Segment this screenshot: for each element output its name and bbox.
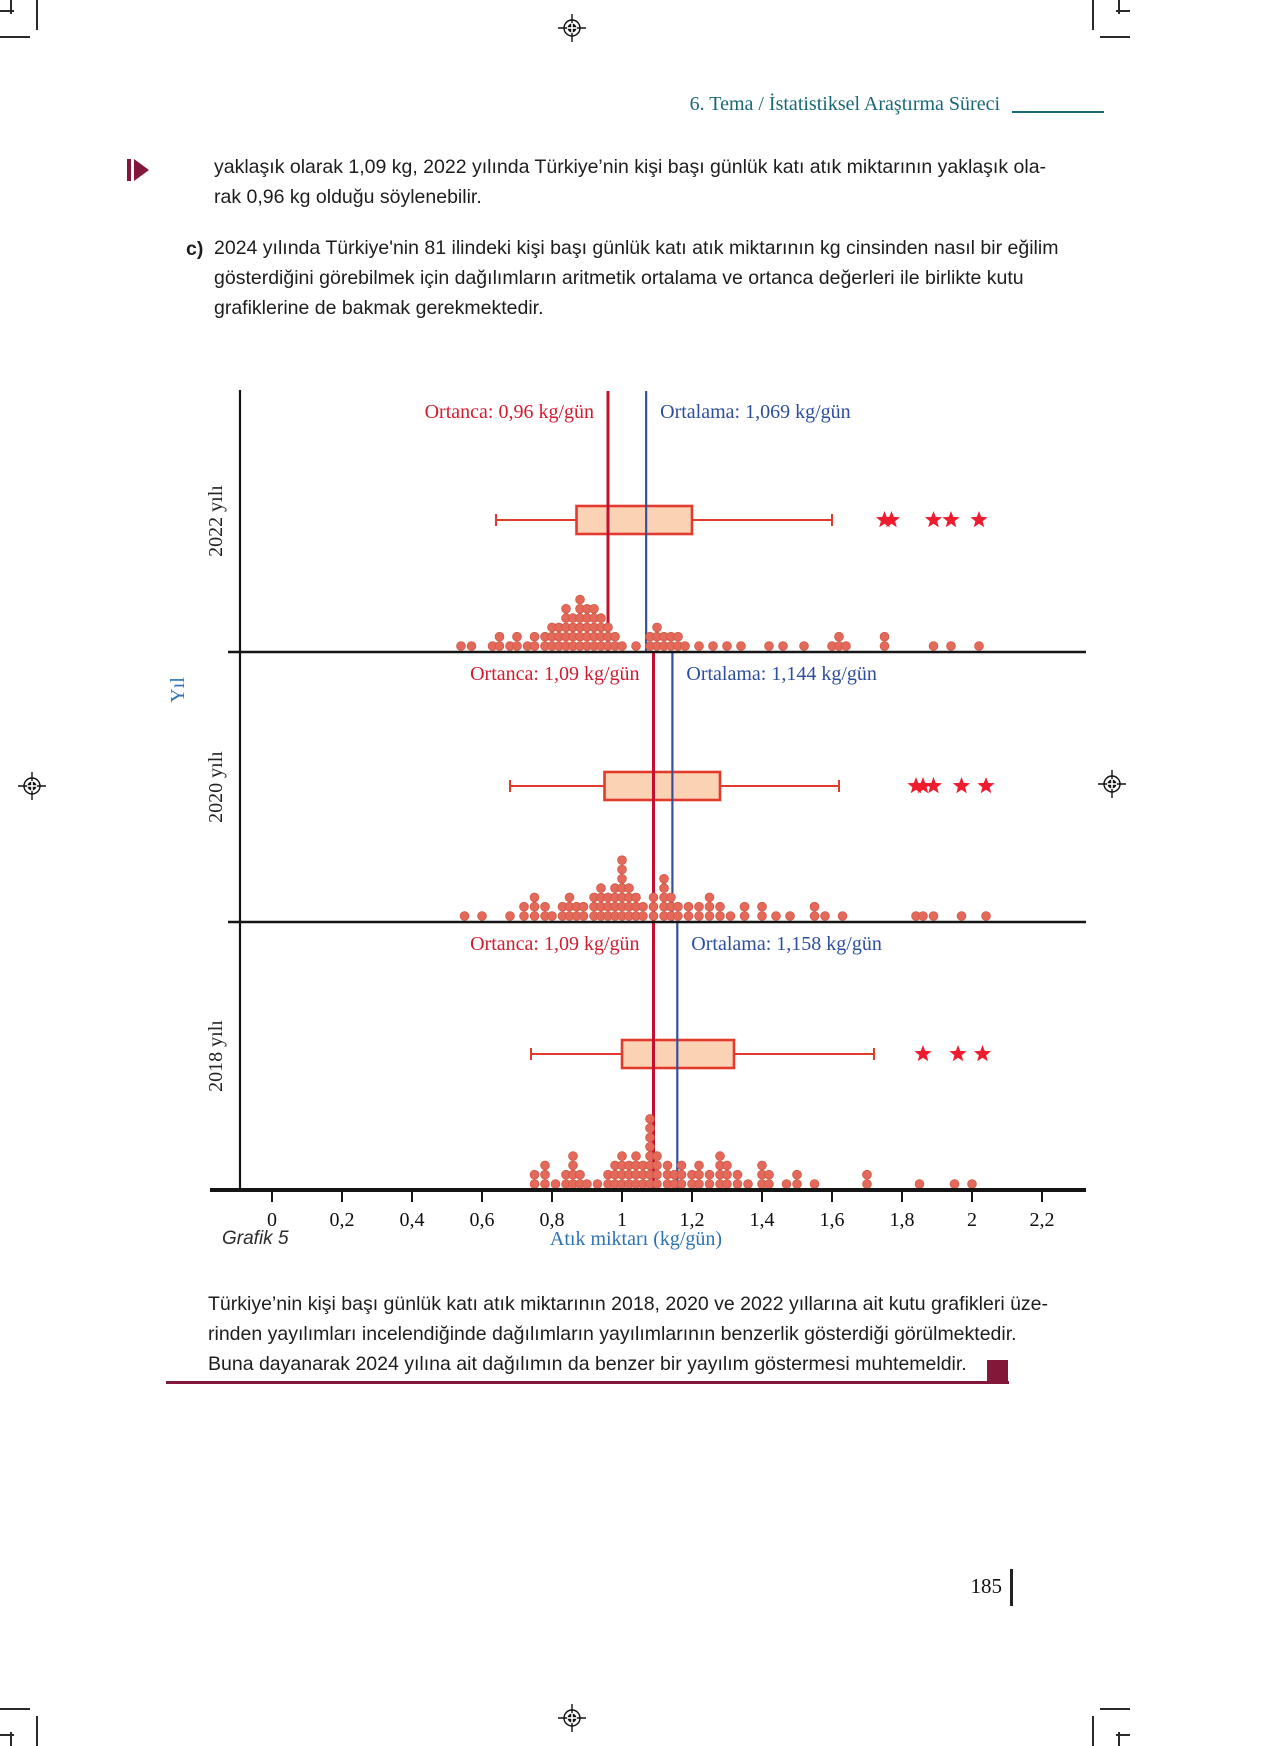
outlier-star-2018 [974, 1045, 991, 1061]
page-number-bar [1010, 1569, 1013, 1606]
data-dot-2022 [929, 642, 938, 651]
data-dot-2020 [632, 893, 641, 902]
data-dot-2022 [674, 632, 683, 641]
data-dot-2018 [677, 1180, 686, 1189]
x-tick-label: 0,2 [329, 1209, 355, 1231]
trim-mark [1116, 10, 1130, 12]
data-dot-2018 [782, 1180, 791, 1189]
data-dot-2020 [810, 912, 819, 921]
data-dot-2018 [576, 1170, 585, 1179]
data-dot-2020 [810, 902, 819, 911]
y-axis-title: Yıl [167, 677, 189, 703]
data-dot-2018 [618, 1152, 627, 1161]
outlier-star-2020 [977, 777, 994, 793]
data-dot-2018 [765, 1170, 774, 1179]
mean-label-2018: Ortalama: 1,158 kg/gün [691, 933, 882, 955]
x-tick-label: 1,8 [889, 1209, 915, 1231]
data-dot-2018 [530, 1170, 539, 1179]
mean-label-2020: Ortalama: 1,144 kg/gün [686, 663, 877, 685]
data-dot-2022 [495, 642, 504, 651]
trim-mark [1092, 1716, 1094, 1746]
data-dot-2022 [880, 632, 889, 641]
median-label-2018: Ortanca: 1,09 kg/gün [470, 933, 640, 955]
box-2022 [577, 506, 693, 534]
data-dot-2020 [649, 912, 658, 921]
data-dot-2018 [646, 1142, 655, 1151]
data-dot-2018 [810, 1180, 819, 1189]
chart-caption: Grafik 5 [222, 1228, 289, 1249]
data-dot-2022 [467, 642, 476, 651]
mean-label-2022: Ortalama: 1,069 kg/gün [660, 401, 851, 423]
data-dot-2018 [733, 1180, 742, 1189]
data-dot-2018 [653, 1152, 662, 1161]
paragraph-line: rinden yayılımları incelendiğinde dağılımların yayılımlarının benzerlik gösterdiği görülmektedir. [208, 1323, 1017, 1345]
data-dot-2020 [625, 884, 634, 893]
data-dot-2018 [646, 1133, 655, 1142]
data-dot-2018 [677, 1161, 686, 1170]
data-dot-2022 [681, 642, 690, 651]
trim-mark [0, 1708, 30, 1710]
trim-mark [1092, 0, 1094, 30]
trim-mark [0, 36, 30, 38]
x-tick-label: 0,6 [469, 1209, 495, 1231]
data-dot-2020 [667, 893, 676, 902]
data-dot-2022 [457, 642, 466, 651]
trim-mark [1116, 1734, 1130, 1736]
data-dot-2018 [723, 1180, 732, 1189]
data-dot-2018 [663, 1161, 672, 1170]
data-dot-2020 [758, 902, 767, 911]
data-dot-2022 [590, 604, 599, 613]
item-c-paragraph [214, 233, 1059, 323]
data-dot-2020 [579, 912, 588, 921]
data-dot-2018 [765, 1180, 774, 1189]
data-dot-2020 [649, 893, 658, 902]
data-dot-2022 [695, 642, 704, 651]
data-dot-2020 [541, 902, 550, 911]
trim-mark [1100, 36, 1130, 38]
paragraph-line: rak 0,96 kg olduğu söylenebilir. [214, 186, 482, 208]
data-dot-2018 [705, 1170, 714, 1179]
x-tick-label: 1,2 [679, 1209, 705, 1231]
page-number: 185 [970, 1574, 1002, 1598]
data-dot-2018 [677, 1170, 686, 1179]
data-dot-2020 [530, 893, 539, 902]
data-dot-2018 [530, 1180, 539, 1189]
x-tick-label: 0,4 [399, 1209, 425, 1231]
x-tick-label: 0 [267, 1209, 277, 1231]
data-dot-2020 [530, 902, 539, 911]
data-dot-2018 [733, 1170, 742, 1179]
data-dot-2020 [548, 912, 557, 921]
data-dot-2022 [653, 623, 662, 632]
data-dot-2020 [740, 902, 749, 911]
data-dot-2018 [541, 1161, 550, 1170]
data-dot-2020 [929, 912, 938, 921]
outlier-star-2020 [953, 777, 970, 793]
data-dot-2020 [579, 902, 588, 911]
year-label-2022: 2022 yılı [205, 485, 227, 557]
boxplot-chart [0, 330, 1130, 1260]
data-dot-2022 [632, 642, 641, 651]
item-c-label: c) [186, 238, 204, 260]
intro-paragraph [214, 152, 1047, 212]
x-tick-label: 1,6 [819, 1209, 845, 1231]
data-dot-2020 [520, 902, 529, 911]
x-tick-label: 2 [967, 1209, 977, 1231]
data-dot-2018 [863, 1170, 872, 1179]
data-dot-2020 [520, 912, 529, 921]
data-dot-2020 [478, 912, 487, 921]
year-label-2020: 2020 yılı [205, 751, 227, 823]
data-dot-2018 [569, 1161, 578, 1170]
x-tick-label: 1,4 [749, 1209, 775, 1231]
trim-mark [36, 1716, 38, 1746]
registration-mark-icon [558, 1704, 586, 1732]
data-dot-2020 [618, 856, 627, 865]
header-rule [1012, 111, 1104, 113]
data-dot-2022 [779, 642, 788, 651]
data-dot-2022 [513, 632, 522, 641]
data-dot-2020 [674, 902, 683, 911]
median-label-2022: Ortanca: 0,96 kg/gün [424, 401, 594, 423]
data-dot-2022 [880, 642, 889, 651]
data-dot-2022 [530, 642, 539, 651]
data-dot-2018 [915, 1180, 924, 1189]
data-dot-2018 [583, 1180, 592, 1189]
data-dot-2020 [919, 912, 928, 921]
data-dot-2020 [716, 902, 725, 911]
data-dot-2020 [639, 902, 648, 911]
data-dot-2020 [597, 884, 606, 893]
data-dot-2022 [800, 642, 809, 651]
data-dot-2020 [838, 912, 847, 921]
paragraph-line: Türkiye’nin kişi başı günlük katı atık miktarının 2018, 2020 ve 2022 yıllarına ait kutu grafikleri üze- [208, 1293, 1049, 1315]
chapter-header: 6. Tema / İstatistiksel Araştırma Süreci [689, 93, 1000, 115]
data-dot-2020 [726, 912, 735, 921]
paragraph-line: yaklaşık olarak 1,09 kg, 2022 yılında Türkiye’nin kişi başı günlük katı atık miktarının yaklaşık ola- [214, 156, 1047, 178]
data-dot-2020 [705, 912, 714, 921]
section-end-square [987, 1360, 1008, 1381]
x-tick-label: 0,8 [539, 1209, 565, 1231]
data-dot-2022 [576, 595, 585, 604]
paragraph-line: Buna dayanarak 2024 yılına ait dağılımın da benzer bir yayılım göstermesi muhtemeldir. [208, 1353, 967, 1375]
data-dot-2022 [975, 642, 984, 651]
data-dot-2020 [618, 865, 627, 874]
x-tick-label: 1 [617, 1209, 627, 1231]
paragraph-line: grafiklerine de bakmak gerekmektedir. [214, 297, 544, 319]
data-dot-2022 [737, 642, 746, 651]
data-dot-2018 [758, 1161, 767, 1170]
data-dot-2018 [744, 1180, 753, 1189]
data-dot-2018 [541, 1180, 550, 1189]
trim-mark [0, 10, 14, 12]
data-dot-2022 [597, 614, 606, 623]
data-dot-2022 [611, 632, 620, 641]
outlier-star-2022 [942, 511, 959, 527]
data-dot-2018 [793, 1170, 802, 1179]
data-dot-2020 [506, 912, 515, 921]
data-dot-2020 [705, 902, 714, 911]
data-dot-2020 [821, 912, 830, 921]
data-dot-2022 [562, 604, 571, 613]
data-dot-2020 [695, 902, 704, 911]
data-dot-2022 [604, 623, 613, 632]
data-dot-2018 [950, 1180, 959, 1189]
data-dot-2020 [565, 893, 574, 902]
data-dot-2020 [695, 912, 704, 921]
trim-mark [1100, 1708, 1130, 1710]
outlier-star-2018 [914, 1045, 931, 1061]
outlier-star-2018 [949, 1045, 966, 1061]
data-dot-2020 [674, 912, 683, 921]
data-dot-2018 [793, 1180, 802, 1189]
data-dot-2022 [765, 642, 774, 651]
trim-mark [0, 1734, 14, 1736]
data-dot-2020 [660, 874, 669, 883]
data-dot-2020 [460, 912, 469, 921]
data-dot-2022 [530, 632, 539, 641]
data-dot-2020 [684, 912, 693, 921]
data-dot-2020 [618, 874, 627, 883]
data-dot-2018 [695, 1161, 704, 1170]
data-dot-2018 [705, 1180, 714, 1189]
data-dot-2020 [982, 912, 991, 921]
data-dot-2020 [716, 912, 725, 921]
data-dot-2020 [660, 884, 669, 893]
data-dot-2018 [569, 1152, 578, 1161]
data-dot-2018 [646, 1124, 655, 1133]
section-end-rule [166, 1381, 1009, 1384]
data-dot-2018 [541, 1170, 550, 1179]
data-dot-2020 [740, 912, 749, 921]
data-dot-2020 [786, 912, 795, 921]
data-dot-2020 [649, 902, 658, 911]
data-dot-2020 [957, 912, 966, 921]
data-dot-2018 [653, 1170, 662, 1179]
data-dot-2020 [639, 912, 648, 921]
x-axis-title: Atık miktarı (kg/gün) [549, 1228, 723, 1250]
data-dot-2020 [705, 893, 714, 902]
data-dot-2020 [684, 902, 693, 911]
outlier-star-2022 [883, 511, 900, 527]
data-dot-2018 [716, 1152, 725, 1161]
data-dot-2018 [646, 1115, 655, 1124]
data-dot-2018 [653, 1161, 662, 1170]
data-dot-2022 [947, 642, 956, 651]
data-dot-2018 [723, 1161, 732, 1170]
conclusion-paragraph [208, 1289, 1049, 1379]
data-dot-2022 [495, 632, 504, 641]
data-dot-2020 [758, 912, 767, 921]
data-dot-2018 [695, 1170, 704, 1179]
data-dot-2022 [842, 642, 851, 651]
data-dot-2018 [632, 1152, 641, 1161]
data-dot-2018 [968, 1180, 977, 1189]
data-dot-2022 [513, 642, 522, 651]
data-dot-2022 [709, 642, 718, 651]
registration-mark-icon [558, 14, 586, 42]
data-dot-2018 [593, 1180, 602, 1189]
data-dot-2018 [863, 1180, 872, 1189]
data-dot-2020 [530, 912, 539, 921]
data-dot-2018 [551, 1180, 560, 1189]
data-dot-2022 [618, 642, 627, 651]
section-bullet-icon [127, 159, 149, 181]
data-dot-2020 [772, 912, 781, 921]
box-2020 [605, 772, 721, 800]
data-dot-2018 [695, 1180, 704, 1189]
year-label-2018: 2018 yılı [205, 1020, 227, 1092]
data-dot-2018 [653, 1180, 662, 1189]
outlier-star-2022 [970, 511, 987, 527]
data-dot-2022 [723, 642, 732, 651]
paragraph-line: gösterdiğini görebilmek için dağılımların aritmetik ortalama ve ortanca değerleri ile birlikte kutu [214, 267, 1024, 289]
median-label-2020: Ortanca: 1,09 kg/gün [470, 663, 640, 685]
x-tick-label: 2,2 [1029, 1209, 1055, 1231]
paragraph-line: 2024 yılında Türkiye'nin 81 ilindeki kişi başı günlük katı atık miktarının kg cinsinden nasıl bir eğilim [214, 237, 1059, 259]
data-dot-2018 [723, 1170, 732, 1179]
trim-mark [36, 0, 38, 30]
outlier-star-2022 [925, 511, 942, 527]
data-dot-2022 [835, 632, 844, 641]
